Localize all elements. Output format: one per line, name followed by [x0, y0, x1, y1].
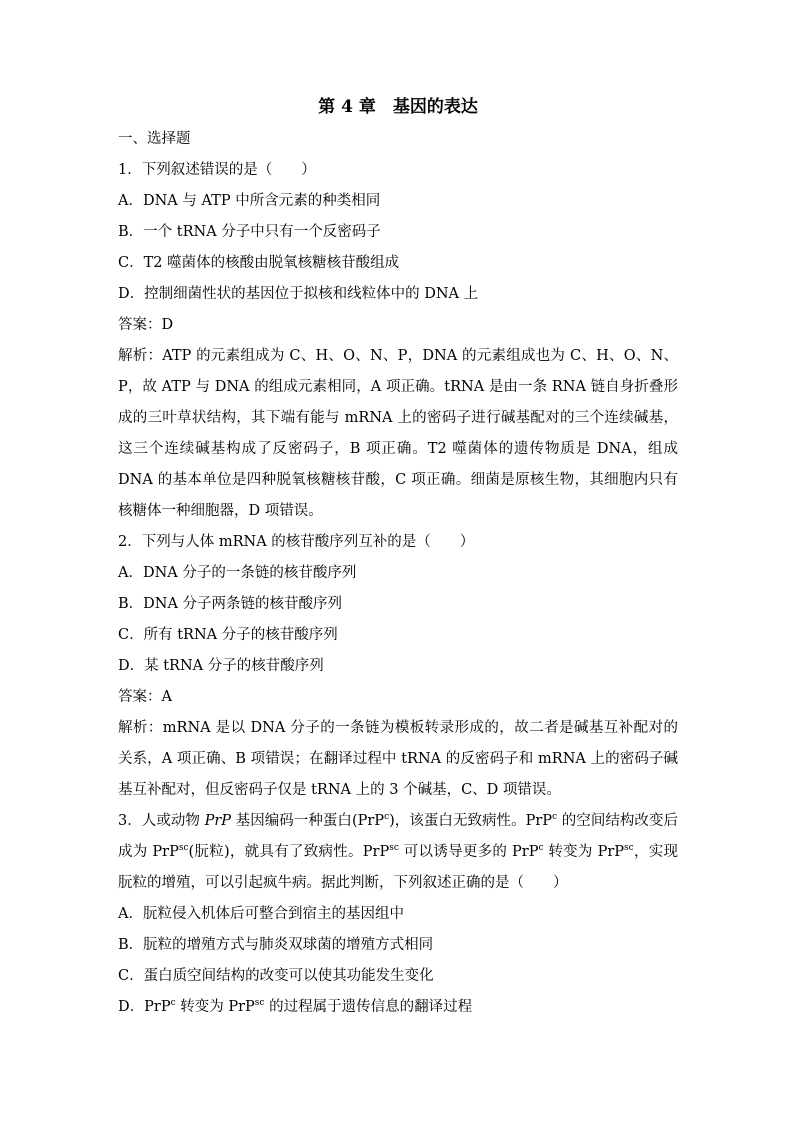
q3-superscript: sc: [624, 843, 634, 854]
q2-option-c: C．所有 tRNA 分子的核苷酸序列: [118, 627, 338, 643]
q3-option-d: [118, 992, 678, 1023]
document-content: [118, 94, 678, 1023]
section-heading: 一、选择题: [118, 131, 191, 147]
q3-option-b: B．朊粒的增殖方式与肺炎双球菌的增殖方式相同: [118, 937, 434, 953]
chapter-title: 第 4 章 基因的表达: [318, 97, 478, 117]
q3-stem-part: ，实现朊粒的增殖，可以引起疯牛病。据此判断，下列叙述正确的是（ ）: [118, 844, 678, 891]
q3-stem-part: 的空间结构改变后成为 PrP: [118, 813, 678, 860]
q2-option-a: A．DNA 分子的一条链的核苷酸序列: [118, 565, 357, 581]
q3-superscript: c: [170, 998, 176, 1009]
q1-option-c: C．T2 噬菌体的核酸由脱氧核糖核苷酸组成: [118, 255, 400, 271]
q3-superscript: c: [538, 843, 544, 854]
q3-superscript: sc: [178, 843, 189, 854]
q3-superscript: c: [552, 812, 558, 823]
q3-stem-part: 可以诱导更多的 PrP: [398, 844, 539, 860]
q3-option-c: C．蛋白质空间结构的改变可以使其功能发生变化: [118, 968, 434, 984]
q3-option-d-part: 转变为 PrP: [175, 999, 255, 1015]
q2-answer: 答案：A: [118, 689, 172, 705]
q3-superscript: sc: [389, 843, 399, 854]
q3-option-a: A．朊粒侵入机体后可整合到宿主的基因组中: [118, 906, 404, 922]
q3-stem-part: )，该蛋白无致病性。PrP: [389, 813, 553, 829]
q3-stem-part: 3．人或动物: [118, 813, 205, 829]
q1-option-a: A．DNA 与 ATP 中所含元素的种类相同: [118, 193, 381, 209]
q3-option-d-part: 的过程属于遗传信息的翻译过程: [264, 999, 473, 1015]
q2-option-b: B．DNA 分子两条链的核苷酸序列: [118, 596, 343, 612]
q1-option-b: B．一个 tRNA 分子中只有一个反密码子: [118, 224, 381, 240]
q1-option-d: D．控制细菌性状的基因位于拟核和线粒体中的 DNA 上: [118, 286, 479, 302]
q3-superscript: c: [384, 812, 390, 823]
q3-stem: [118, 806, 678, 899]
q1-analysis: 解析：ATP 的元素组成为 C、H、O、N、P，DNA 的元素组成也为 C、H、O、N、P，故 ATP 与 DNA 的组成元素相同，A 项正确。tRNA 是由一条 RNA 链自身折叠形成的三叶草状结构，其下端有能与 mRNA 上的密码子进行碱基配对的三个连续碱基，这三个连续碱基构成了反密码子，B 项正确。T2 噬菌体的遗传物质是 DNA，组成 DNA 的基本单位是四种脱氧核糖核苷酸，C 项正确。细菌是原核生物，其细胞内只有核糖体一种细胞器，D 项错误。: [118, 348, 678, 519]
q3-gene-name: PrP: [204, 813, 232, 829]
q3-stem-part: 基因编码一种蛋白(PrP: [231, 813, 385, 829]
q3-superscript: sc: [254, 998, 265, 1009]
q1-answer: 答案：D: [118, 317, 174, 333]
q1-stem: 1．下列叙述错误的是（ ）: [118, 162, 316, 178]
q2-option-d: D．某 tRNA 分子的核苷酸序列: [118, 658, 324, 674]
q3-option-d-part: D．PrP: [118, 999, 171, 1015]
q2-stem: 2．下列与人体 mRNA 的核苷酸序列互补的是（ ）: [118, 534, 475, 550]
q2-analysis: 解析：mRNA 是以 DNA 分子的一条链为模板转录形成的，故二者是碱基互补配对的关系，A 项正确、B 项错误；在翻译过程中 tRNA 的反密码子和 mRNA 上的密码子碱基互补配对，但反密码子仅是 tRNA 上的 3 个碱基，C、D 项错误。: [118, 720, 678, 798]
q3-stem-part: 转变为 PrP: [543, 844, 625, 860]
q3-stem-part: (朊粒)，就具有了致病性。PrP: [188, 844, 390, 860]
